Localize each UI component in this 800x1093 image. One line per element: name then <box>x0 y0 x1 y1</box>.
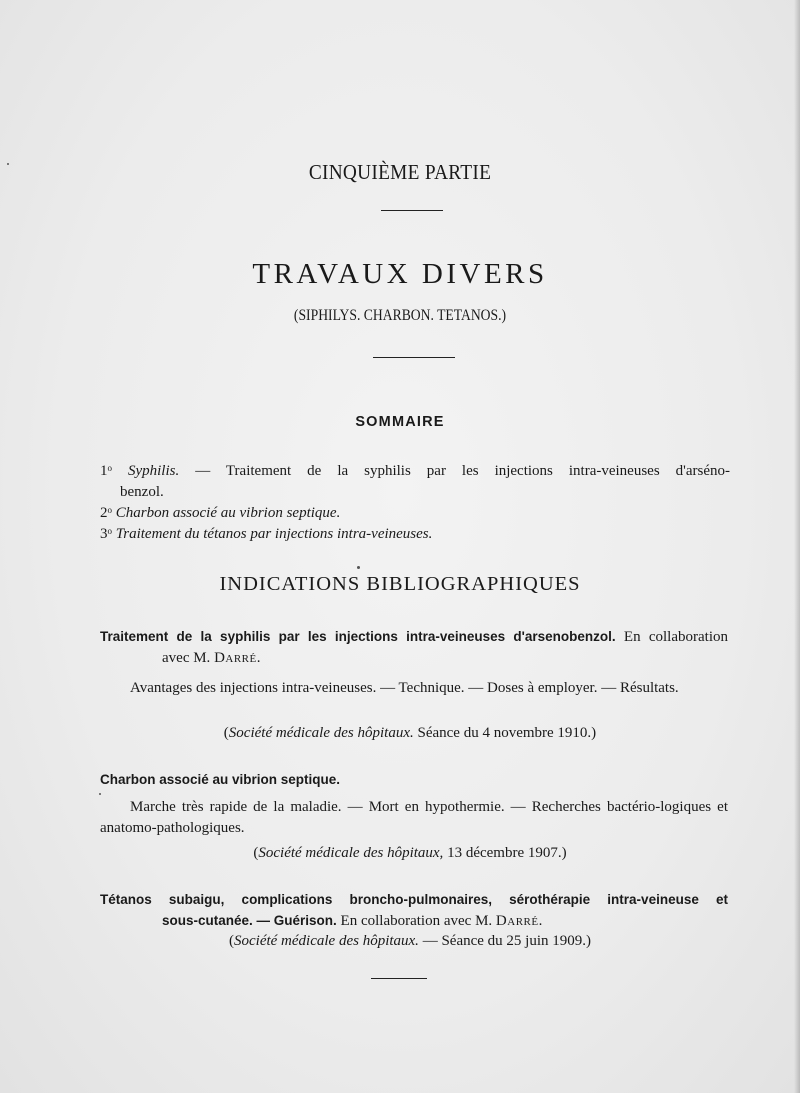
scan-speck <box>357 566 360 569</box>
bibliography-entry-1-title: Traitement de la syphilis par les injections intra-veineuses d'arsenobenzol. En collaboration avec M. Darré. <box>100 629 728 666</box>
summary-item-1-line2: benzol. <box>120 484 164 500</box>
summary-item-lead: Charbon associé au vibrion septique. <box>115 505 341 521</box>
main-title: TRAVAUX DIVERS <box>252 258 548 290</box>
collaborator-name: Darré <box>214 650 257 666</box>
page-edge-shadow <box>794 0 800 1093</box>
summary-item-number: 1$^o$ <box>100 463 112 479</box>
summary-item-text: — Traitement de la syphilis par les injections intra-veineuses d'arséno- <box>179 463 730 479</box>
closing-divider <box>371 978 427 979</box>
subtitle-divider <box>373 357 455 358</box>
bibliography-entry-2-body: Marche très rapide de la maladie. — Mort en hypothermie. — Recherches bactério-logiques et anatomo-pathologiques. <box>100 799 728 836</box>
summary-item-lead: Syphilis. <box>127 463 180 479</box>
scan-speck <box>99 793 101 795</box>
subtitle: (SIPHILYS. CHARBON. TETANOS.) <box>293 307 507 324</box>
summary-item-number: 2$^o$ <box>100 505 112 521</box>
entry-bold-title-line1: Tétanos subaigu, complications broncho-pulmonaires, sérothérapie intra-veineuse et <box>100 892 728 907</box>
scan-speck <box>7 163 9 165</box>
summary-item-1-line1 <box>100 458 730 482</box>
entry-bold-title: Charbon associé au vibrion septique. <box>100 772 341 787</box>
title-divider <box>381 210 443 211</box>
collaborator-name: Darré <box>495 913 539 929</box>
bibliography-heading: INDICATIONS BIBLIOGRAPHIQUES <box>219 573 581 595</box>
bibliography-entry-3-title: Tétanos subaigu, complications broncho-pulmonaires, sérothérapie intra-veineuse et sous-cutanée. — Guérison. En collaboration avec M. Darré. <box>100 889 728 932</box>
summary-heading: SOMMAIRE <box>355 414 445 430</box>
bibliography-entry-1-body: Avantages des injections intra-veineuses. — Technique. — Doses à employer. — Résultats. <box>130 680 679 696</box>
bibliography-entry-3-reference: (Société médicale des hôpitaux. — Séance du 25 juin 1909.) <box>229 933 591 949</box>
bibliography-entry-2-reference: (Société médicale des hôpitaux, 13 décembre 1907.) <box>253 845 567 861</box>
entry-bold-title-line2: sous-cutanée. — Guérison. <box>162 913 337 928</box>
summary-item-1 <box>100 458 730 503</box>
summary-item-number: 3$^o$ <box>100 526 112 542</box>
summary-item-3 <box>100 521 730 545</box>
bibliography-entry-1-reference: (Société médicale des hôpitaux. Séance du 4 novembre 1910.) <box>223 725 597 741</box>
bibliography-entry-2-title <box>100 769 728 791</box>
summary-item-lead: Traitement du tétanos par injections intra-veineuses. <box>115 526 433 542</box>
entry-bold-title: Traitement de la syphilis par les injections intra-veineuses d'arsenobenzol. <box>100 629 616 644</box>
part-title: CINQUIÈME PARTIE <box>308 160 492 184</box>
entry-title-rest: En collaboration <box>615 629 728 645</box>
